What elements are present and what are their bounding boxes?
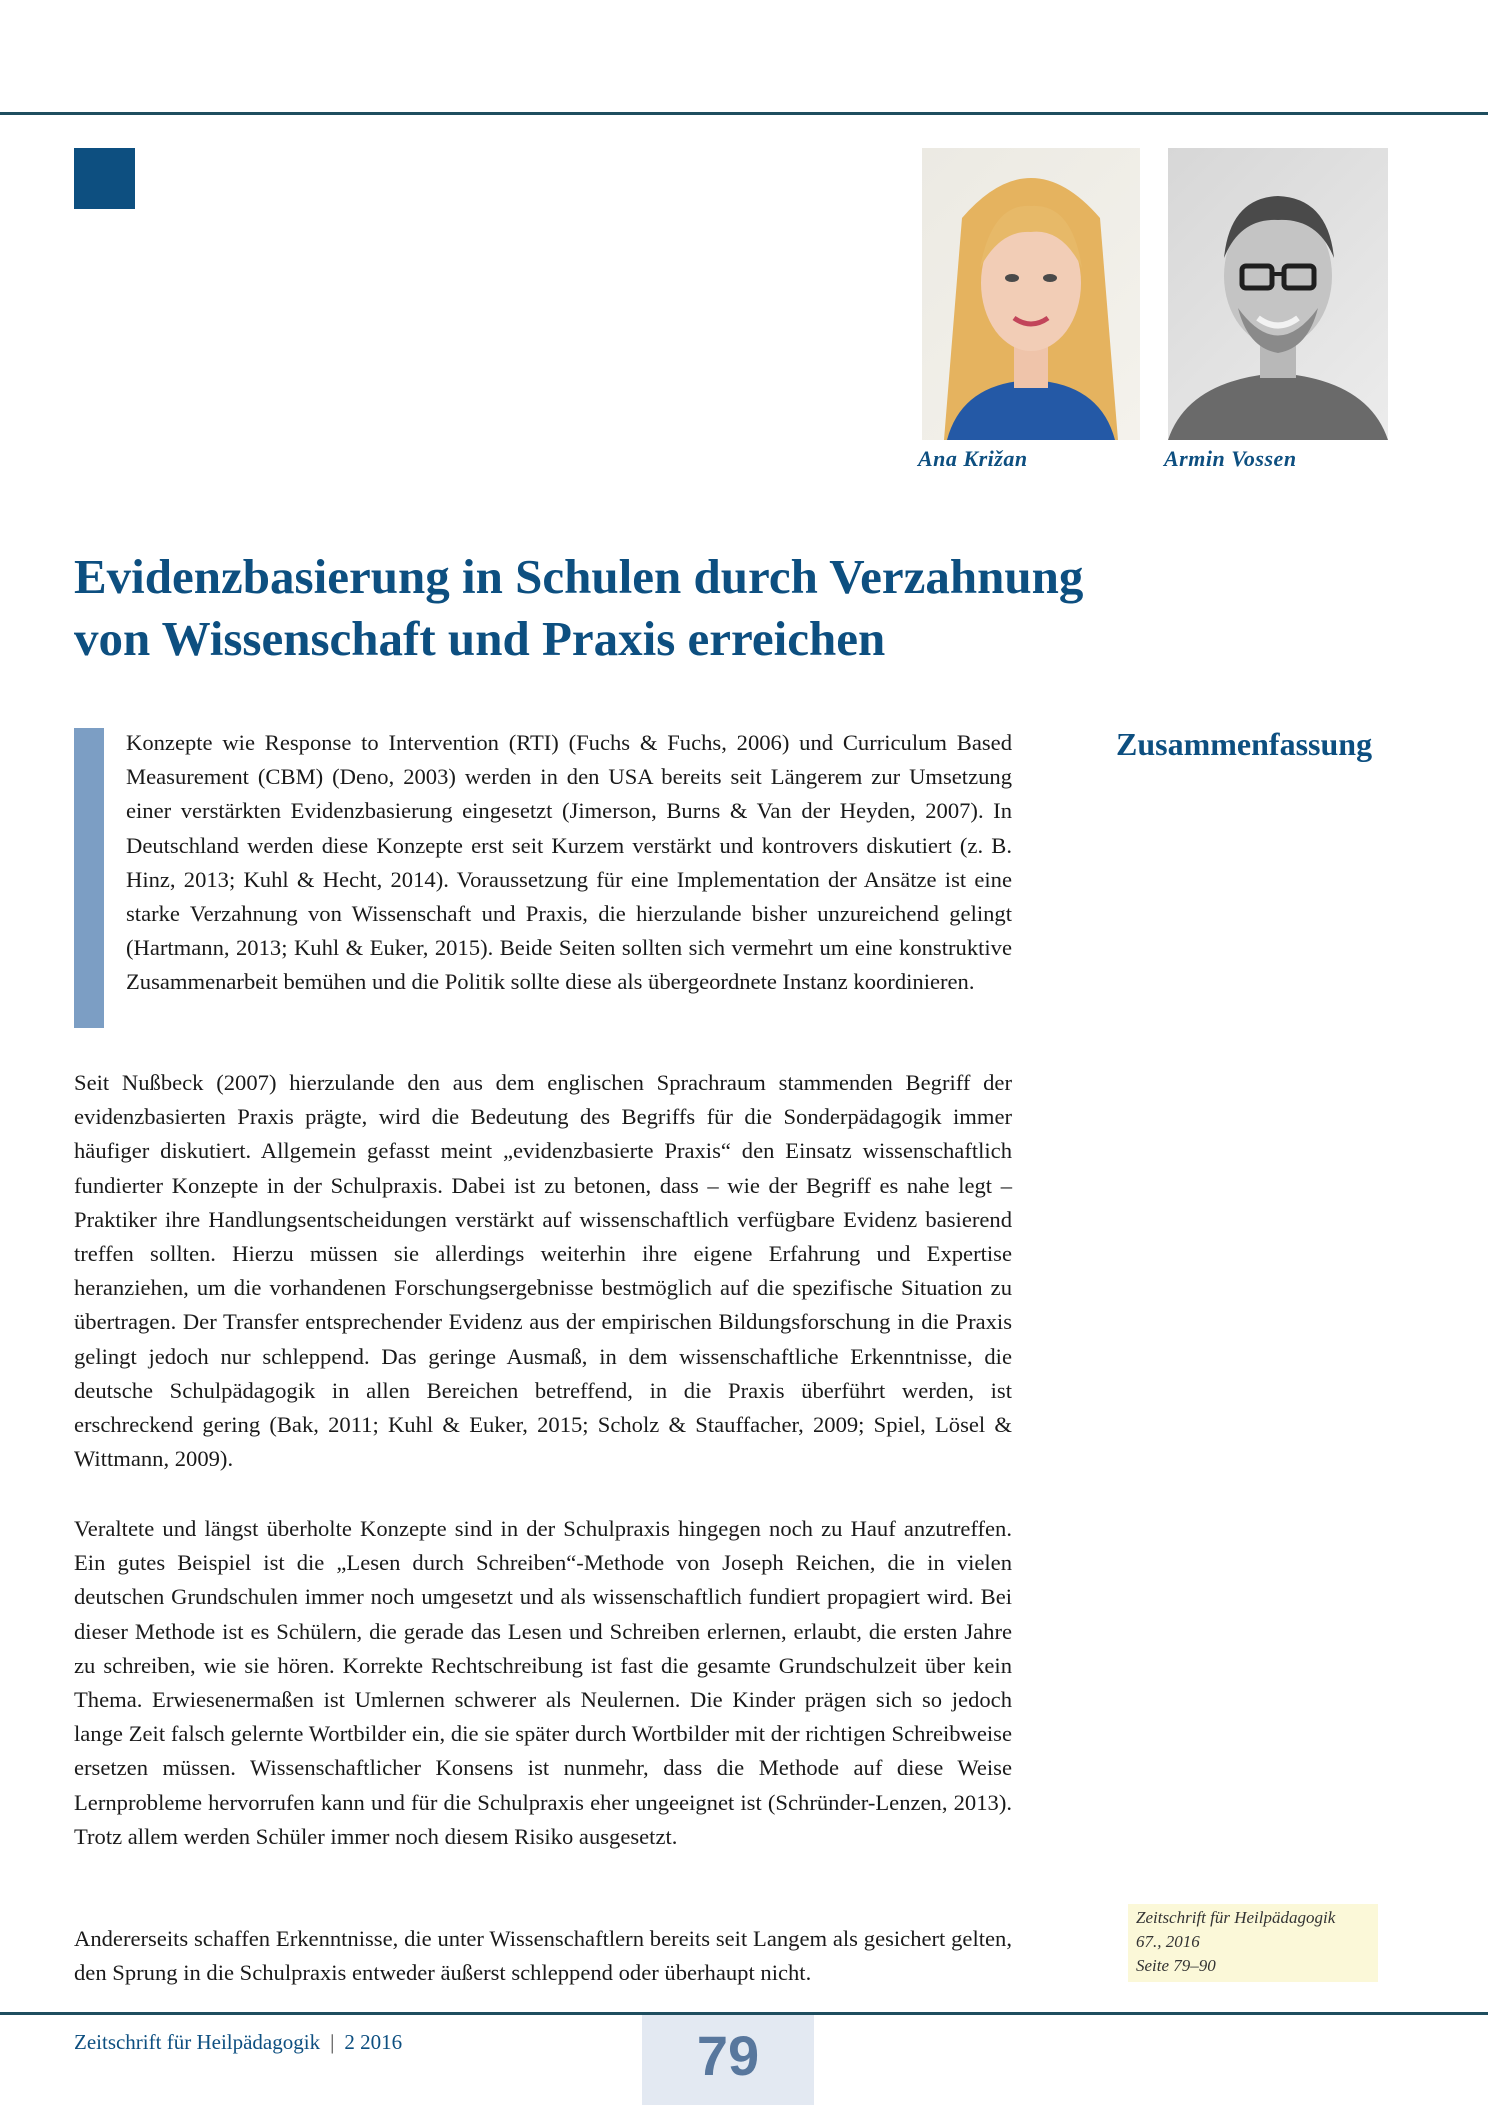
section-marker-square [74,148,135,209]
citation-box [1128,1904,1378,1982]
author-photo-1 [922,148,1140,440]
title-line-1: Evidenzbasierung in Schulen durch Verzahnung [74,549,1084,604]
footer-issue: 2 2016 [344,2030,403,2054]
body-paragraph-3: Andererseits schaffen Erkenntnisse, die unter Wissenschaftlern bereits seit Langem als gesichert gelten, den Sprung in die Schulpraxis entweder äußerst schleppend oder überhaupt nicht. [74,1926,1012,1986]
top-rule [0,112,1488,115]
author-caption-2: Armin Vossen [1164,446,1297,471]
body-paragraph-2: Veraltete und längst überholte Konzepte sind in der Schulpraxis hingegen noch zu Hauf anzutreffen. Ein gutes Beispiel ist die „Lesen durch Schreiben“-Methode von Joseph Reichen, die in vielen deutschen Grundschulen immer noch umgesetzt und als wissenschaftlich fundiert propagiert wird. Bei dieser Methode ist es Schülern, die gerade das Lesen und Schreiben erlernen, erlaubt, die ersten Jahre zu schreiben, wie sie hören. Korrekte Rechtschreibung ist fast die gesamte Grundschulzeit über kein Thema. Erwiesenermaßen ist Umlernen schwerer als Neulernen. Die Kinder prägen sich so jedoch lange Zeit falsch gelernte Wortbilder ein, die sie später durch Wortbilder mit der richtigen Schreibweise ersetzen müssen. Wissenschaftlicher Konsens ist nunmehr, dass die Methode auf diese Weise Lernprobleme hervorrufen kann und für die Schulpraxis eher ungeeignet ist (Schründer-Lenzen, 2013). Trotz allem werden Schüler immer noch diesem Risiko ausgesetzt. [74,1516,1012,1849]
page-number: 79 [696,2024,760,2087]
author-photo-2 [1168,148,1388,440]
article-title [74,546,1274,670]
citation-journal: Zeitschrift für Heilpädagogik [1136,1908,1336,1927]
page-number-box [642,2015,814,2105]
abstract-text: Konzepte wie Response to Intervention (RTI) (Fuchs & Fuchs, 2006) und Curriculum Based Measurement (CBM) (Deno, 2003) werden in den USA bereits seit Längerem zur Umsetzung einer verstärkten Evidenzbasierung eingesetzt (Jimerson, Burns & Van der Heyden, 2007). In Deutschland werden diese Konzepte erst seit Kurzem verstärkt und kontrovers diskutiert (z. B. Hinz, 2013; Kuhl & Hecht, 2014). Voraussetzung für eine Implementation der Ansätze ist eine starke Verzahnung von Wissenschaft und Praxis, die hierzulande bisher unzureichend gelingt (Hartmann, 2013; Kuhl & Euker, 2015). Beide Seiten sollten sich vermehrt um eine konstruktive Zusammenarbeit bemühen und die Politik sollte diese als übergeordnete Instanz koordinieren. [126,730,1012,995]
abstract-bar [74,728,104,1028]
author-caption-1: Ana Križan [918,446,1028,471]
citation-pages: Seite 79–90 [1136,1956,1216,1975]
abstract-heading: Zusammenfassung [1116,726,1373,762]
title-line-2: von Wissenschaft und Praxis erreichen [74,611,886,666]
footer-journal: Zeitschrift für Heilpädagogik [74,2030,321,2054]
footer-journal-info [74,2030,402,2055]
body-paragraph-1: Seit Nußbeck (2007) hierzulande den aus dem englischen Sprachraum stammenden Begriff der evidenzbasierten Praxis prägte, wird die Bedeutung des Begriffs für die Sonderpädagogik immer häufiger diskutiert. Allgemein gefasst meint „evidenzbasierte Praxis“ den Einsatz wissenschaftlich fundierter Konzepte in der Schulpraxis. Dabei ist zu betonen, dass – wie der Begriff es nahe legt – Praktiker ihre Handlungsentscheidungen verstärkt auf wissenschaftlich verfügbare Evidenz basierend treffen sollten. Hierzu müssen sie allerdings weiterhin ihre eigene Erfahrung und Expertise heranziehen, um die vorhandenen Forschungsergebnisse bestmöglich auf die spezifische Situation zu übertragen. Der Transfer entsprechender Evidenz aus der empirischen Bildungsforschung in die Praxis gelingt jedoch nur schleppend. Das geringe Ausmaß, in dem wissenschaftliche Erkenntnisse, die deutsche Schulpädagogik in allen Bereichen betreffend, in die Praxis überführt werden, ist erschreckend gering (Bak, 2011; Kuhl & Euker, 2015; Scholz & Stauffacher, 2009; Spiel, Lösel & Wittmann, 2009). [74,1070,1012,1472]
footer-separator: | [330,2030,335,2054]
citation-volume: 67., 2016 [1136,1932,1200,1951]
